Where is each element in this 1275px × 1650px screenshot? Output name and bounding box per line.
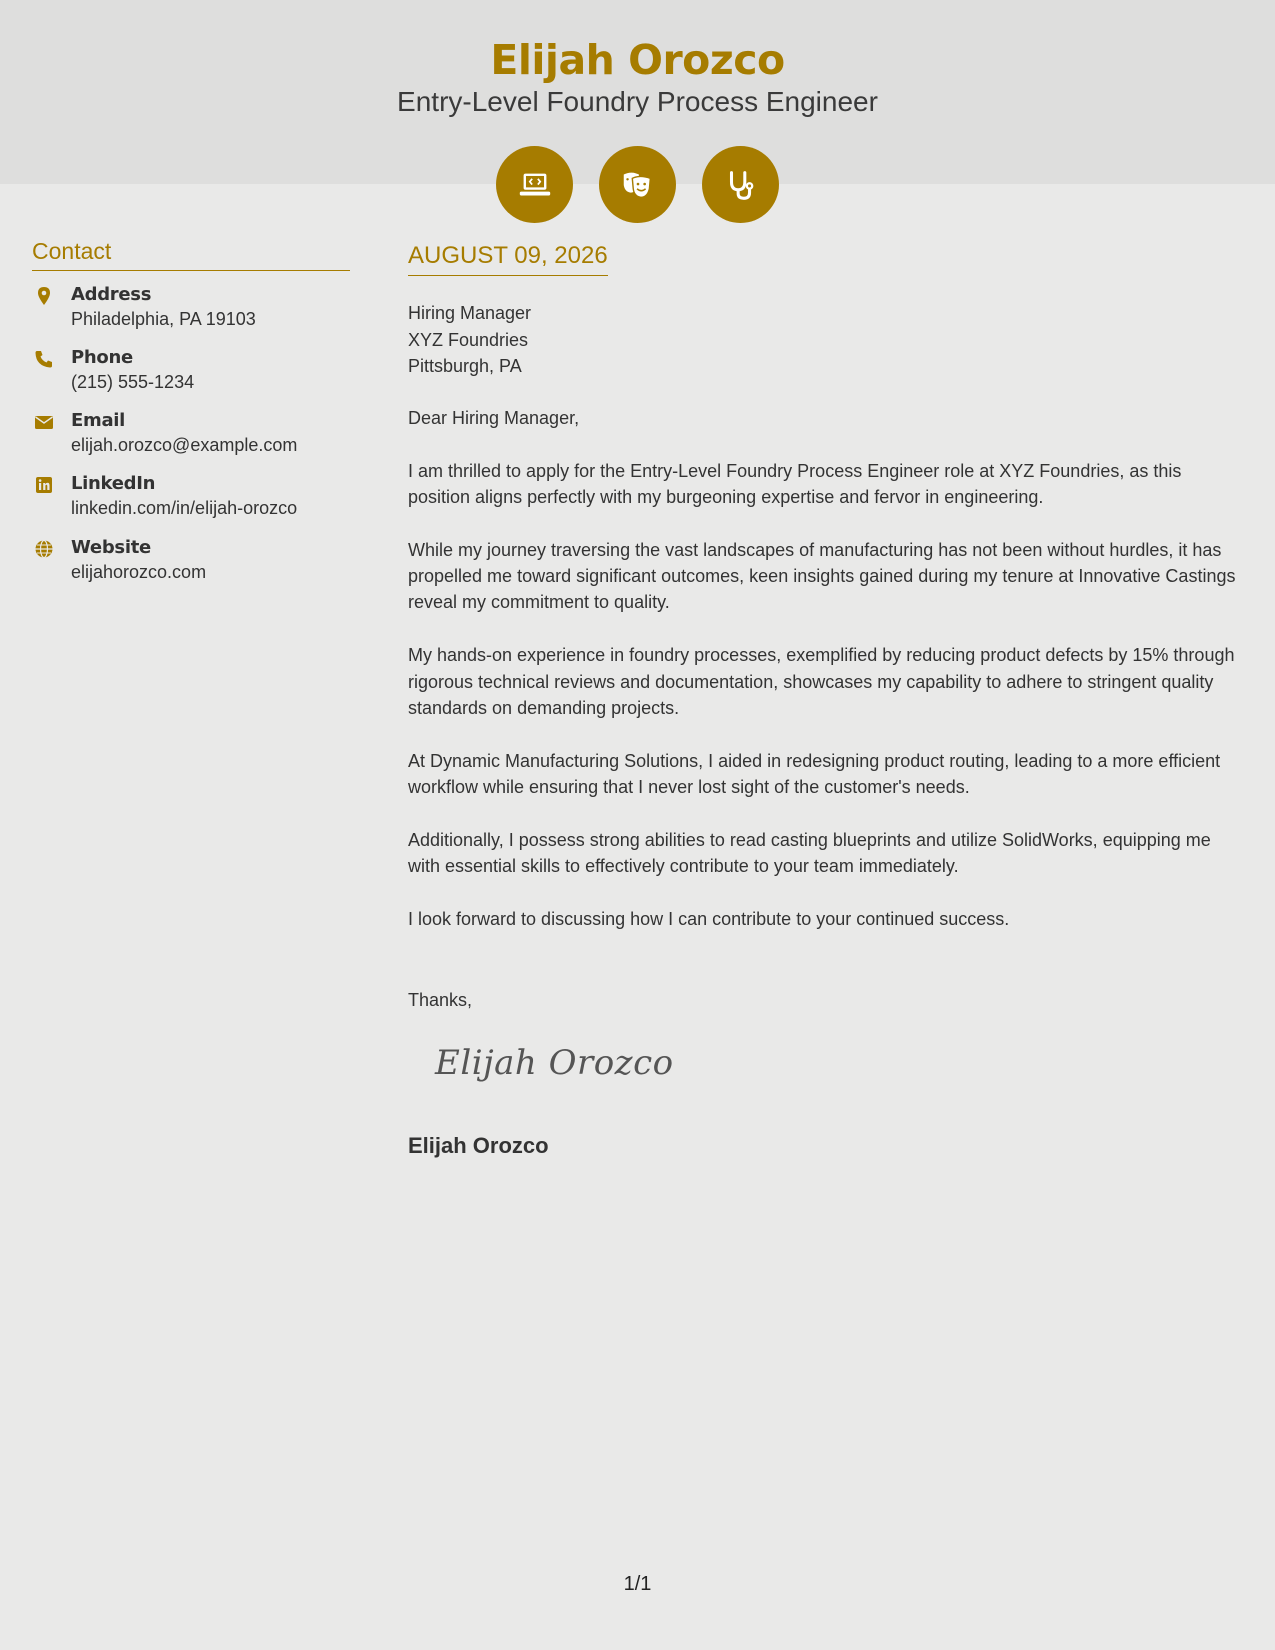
globe-icon	[34, 539, 54, 559]
contact-value: elijah.orozco@example.com	[71, 435, 298, 455]
linkedin-icon	[34, 475, 54, 495]
contact-value: linkedin.com/in/elijah-orozco	[71, 498, 298, 518]
contact-value: elijahorozco.com	[71, 562, 207, 582]
recipient-line: XYZ Foundries	[408, 329, 529, 350]
phone-icon	[34, 349, 54, 369]
contact-label: Email	[71, 410, 126, 431]
recipient-line: Pittsburgh, PA	[408, 356, 522, 376]
contact-heading: Contact	[32, 238, 350, 271]
contact-value: Philadelphia, PA 19103	[71, 309, 256, 329]
contact-label: Website	[71, 537, 151, 558]
body-paragraph: While my journey traversing the vast landscapes of manufacturing has not been without hurdles, it has propelled me toward significant outcomes, keen insights gained during my tenure at Innovative Castings reveal my commitment to quality.	[408, 539, 1236, 613]
contact-value: (215) 555-1234	[71, 372, 195, 392]
contact-label: Address	[71, 284, 152, 305]
map-pin-icon	[34, 286, 54, 306]
page-number: 1/1	[623, 1573, 652, 1595]
body-paragraph: I am thrilled to apply for the Entry-Level Foundry Process Engineer role at XYZ Foundries, as this position aligns perfectly with my burgeoning expertise and fervor in engineering.	[408, 460, 1182, 508]
stethoscope-icon	[702, 146, 779, 223]
body-paragraph: My hands-on experience in foundry processes, exemplified by reducing product defects by 15% through rigorous technical reviews and documentation, showcases my capability to adhere to stringent quality standards on demanding projects.	[408, 645, 1235, 718]
recipient-line: Hiring Manager	[408, 303, 532, 323]
recipient-block	[408, 300, 531, 380]
envelope-icon	[34, 412, 54, 432]
theater-masks-icon	[599, 146, 676, 223]
contact-label: Phone	[71, 347, 133, 368]
body-paragraph: At Dynamic Manufacturing Solutions, I aided in redesigning product routing, leading to a more efficient workflow while ensuring that I never lost sight of the customer's needs.	[408, 750, 1221, 797]
body-paragraph: Additionally, I possess strong abilities to read casting blueprints and utilize SolidWorks, equipping me with essential skills to effectively contribute to your team immediately.	[408, 829, 1211, 877]
salutation: Dear Hiring Manager,	[408, 408, 580, 428]
signature: Elijah Orozco	[435, 1043, 674, 1083]
letter-date: AUGUST 09, 2026	[408, 242, 608, 276]
signer-name: Elijah Orozco	[408, 1133, 549, 1158]
closing: Thanks,	[408, 990, 473, 1010]
applicant-name: Elijah Orozco	[490, 36, 785, 84]
letter-body	[408, 405, 1238, 959]
job-title: Entry-Level Foundry Process Engineer	[397, 86, 878, 117]
laptop-code-icon	[496, 146, 573, 223]
contact-label: LinkedIn	[71, 473, 156, 494]
hobby-icons	[0, 146, 1275, 224]
body-paragraph: I look forward to discussing how I can contribute to your continued success.	[408, 908, 1010, 929]
